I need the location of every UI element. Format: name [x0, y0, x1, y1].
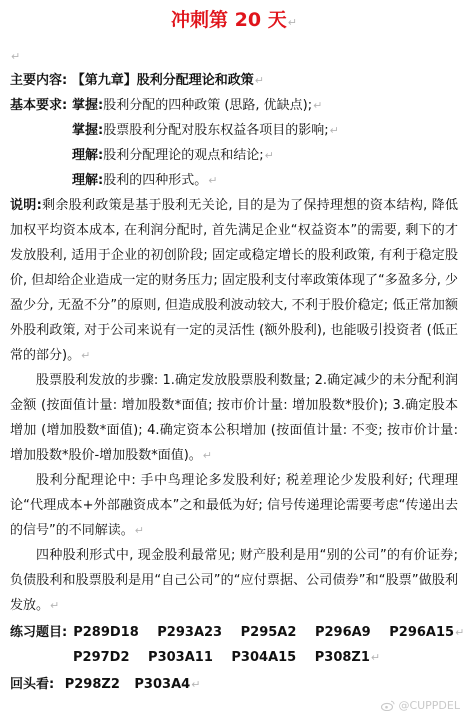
- requirement-text: 股利分配理论的观点和结论;: [103, 148, 264, 163]
- return-mark-icon: ↵: [287, 16, 297, 29]
- lookback-line: [10, 672, 458, 697]
- return-mark-icon: ↵: [191, 678, 201, 691]
- requirement-key: 理解:: [72, 148, 104, 163]
- weibo-logo-icon: [381, 700, 395, 711]
- exercise-code: P303A11: [148, 650, 213, 665]
- title-text: 冲刺第 20 天: [171, 9, 287, 31]
- return-mark-icon: ↵: [81, 349, 91, 362]
- return-mark-icon: ↵: [313, 99, 323, 112]
- requirement-item: [10, 93, 458, 118]
- exercise-code: P293A23: [157, 625, 223, 640]
- return-mark-icon: ↵: [202, 449, 212, 462]
- return-mark-icon: ↵: [50, 599, 60, 612]
- return-mark-icon: ↵: [11, 50, 21, 63]
- requirement-text: 股利的四种形式。: [103, 173, 208, 188]
- blank-line: [10, 46, 458, 68]
- main-content-value: 【第九章】股利分配理论和政策: [71, 73, 254, 88]
- explanation-text: 剩余股利政策是基于股利无关论, 目的是为了保持理想的资本结构, 降低加权平均资本成本, 在利润分配时, 首先满足企业“权益资本”的需要, 剩下的才发放股利, 适用于企业的初创阶段; 固定或稳定增长的股利政策, 有利于稳定股价, 但却给企业造成一定的财务压力; 固定股利支付率政策体现了“多盈多分, 少盈少分, 无盈不分”的原则, 但造成股利波动较大, 不利于股价稳定; 低正常加额外股利政策, 对于公司来说有一定的灵活性 (额外股利), 也能吸引投资者 (低正常的部分)。: [10, 198, 459, 363]
- stock-dividend-steps-paragraph: 股票股利发放的步骤: 1.确定发放股票股利数量; 2.确定减少的未分配利润金额 (按面值计量: 增加股数*面值; 按市价计量: 增加股数*股价); 3.确定股本增加 (增加股数*面值); 4.确定资本公积增加 (按面值计量: 不变; 按市价计量: 增加股数*股价-增加股数*面值)。↵: [10, 373, 458, 463]
- exercise-code: P289D18: [73, 625, 139, 640]
- requirement-key: 掌握:: [72, 98, 104, 113]
- requirement-item: [10, 143, 458, 168]
- explanation-paragraph: [10, 193, 458, 368]
- exercise-code: P296A9: [314, 625, 371, 640]
- lookback-label: 回头看:: [10, 677, 55, 692]
- return-mark-icon: ↵: [264, 149, 274, 162]
- return-mark-icon: ↵: [208, 174, 218, 187]
- watermark: [381, 699, 460, 712]
- exercise-code: P297D2: [73, 650, 130, 665]
- dividend-theory-paragraph: 股利分配理论中: 手中鸟理论多发股利好; 税差理论少发股利好; 代理理论“代理成本+外部融资成本”之和最低为好; 信号传递理论需要考虑“传递出去的信号”的不同解读。↵: [10, 473, 458, 538]
- requirement-text: 股票股利分配对股东权益各项目的影响;: [103, 123, 329, 138]
- exercise-code: P296A15: [389, 625, 455, 640]
- main-content-label: 主要内容:: [10, 73, 68, 88]
- lookback-code: P303A4: [134, 677, 191, 692]
- requirement-text: 股利分配的四种政策 (思路, 优缺点);: [103, 98, 313, 113]
- exercises-label: 练习题目:: [10, 625, 68, 640]
- main-content-line: [10, 68, 458, 93]
- return-mark-icon: ↵: [370, 651, 381, 664]
- return-mark-icon: ↵: [254, 74, 264, 87]
- dividend-forms-paragraph: 四种股利形式中, 现金股利最常见; 财产股利是用“别的公司”的有价证券; 负债股利和股票股利是用“自己公司”的“应付票据、公司债券”和“股票”做股利发放。↵: [10, 548, 458, 613]
- requirements-label: 基本要求:: [10, 98, 68, 113]
- page-title: [10, 0, 458, 34]
- return-mark-icon: ↵: [329, 124, 339, 137]
- exercise-code: P304A15: [231, 650, 297, 665]
- requirement-key: 理解:: [72, 173, 104, 188]
- requirement-key: 掌握:: [72, 123, 104, 138]
- explanation-label: 说明:: [10, 198, 42, 213]
- return-mark-icon: ↵: [455, 626, 465, 639]
- watermark-text: @CUPPDEL: [398, 699, 460, 712]
- exercises-line: [10, 620, 465, 645]
- requirements-block: [10, 93, 458, 193]
- requirement-item: [10, 118, 458, 143]
- requirement-item: [10, 168, 458, 193]
- exercise-code: P308Z1: [314, 650, 370, 665]
- exercises-line-2: [10, 645, 458, 670]
- return-mark-icon: ↵: [134, 524, 144, 537]
- exercise-code: P295A2: [240, 625, 297, 640]
- lookback-code: P298Z2: [64, 677, 120, 692]
